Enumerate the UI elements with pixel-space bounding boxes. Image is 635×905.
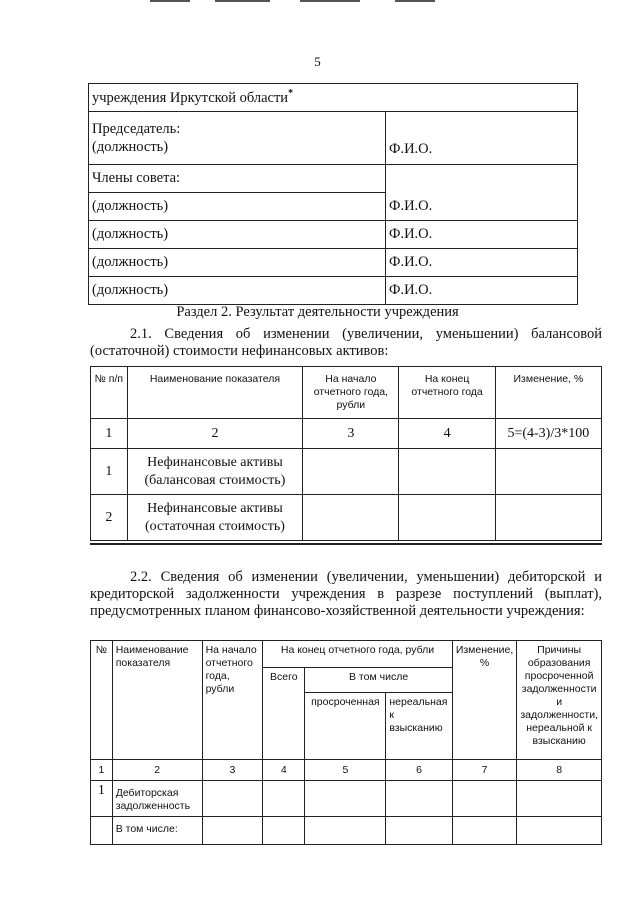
table-row: 1 Дебиторская задолженность	[91, 781, 602, 817]
member-fio: Ф.И.О.	[386, 221, 578, 249]
col-header: На начало отчетного года, рубли	[303, 367, 399, 419]
chairman-cell: Председатель: (должность)	[89, 112, 386, 165]
section-2-2-title: 2.2. Сведения об изменении (увеличении, уменьшении) дебиторской и кредиторской задолженности учреждения в разрезе поступлений (выплат), предусмотренных планом финансово-хозяйственной деятельности учреждения:	[90, 569, 602, 619]
scan-artifact	[150, 0, 190, 2]
section-heading: Раздел 2. Результат деятельности учреждения	[176, 304, 459, 320]
col-header: Изменение, %	[495, 367, 601, 419]
col-number: 4	[399, 419, 495, 449]
assets-table	[90, 366, 602, 541]
scan-artifact	[395, 0, 435, 2]
table-row: 1 Нефинансовые активы (балансовая стоимость)	[91, 449, 602, 495]
council-table	[88, 83, 578, 305]
member-position: (должность)	[89, 221, 386, 249]
scan-artifact	[215, 0, 270, 2]
fio-cell: Ф.И.О.	[386, 112, 578, 165]
col-number: 2	[127, 419, 303, 449]
table-row: 2 Нефинансовые активы (остаточная стоимость)	[91, 495, 602, 541]
col-number: 1	[91, 419, 128, 449]
member-fio: Ф.И.О.	[386, 277, 578, 305]
page-number: 5	[314, 54, 321, 69]
member-position: (должность)	[89, 277, 386, 305]
col-header: На конец отчетного года	[399, 367, 495, 419]
section-2-1-title: 2.1. Сведения об изменении (увеличении, уменьшении) балансовой (остаточной) стоимости нефинансовых активов:	[90, 326, 602, 359]
col-header: № п/п	[91, 367, 128, 419]
member-position: (должность)	[89, 249, 386, 277]
members-label: Члены совета:	[89, 165, 386, 193]
member-position: (должность)	[89, 193, 386, 221]
divider	[90, 543, 602, 545]
member-fio: Ф.И.О.	[386, 249, 578, 277]
scan-artifact	[300, 0, 360, 2]
col-header: Наименование показателя	[127, 367, 303, 419]
receivables-table: № Наименование показателя На начало отчетного года, рубли На конец отчетного года, рубли Изменение, % Причины образования просроченной задолженности и задолженности, нереальной к взысканию Всего В том числе просроченная нереальная к взысканию 1 2 3 4 5 6 7 8 1 Дебиторская задолженность В том числе:	[90, 640, 602, 845]
member-fio: Ф.И.О.	[386, 193, 578, 221]
col-number: 5=(4-3)/3*100	[495, 419, 601, 449]
col-number: 3	[303, 419, 399, 449]
institution-line: учреждения Иркутской области*	[89, 84, 578, 112]
table-row: В том числе:	[91, 817, 602, 845]
